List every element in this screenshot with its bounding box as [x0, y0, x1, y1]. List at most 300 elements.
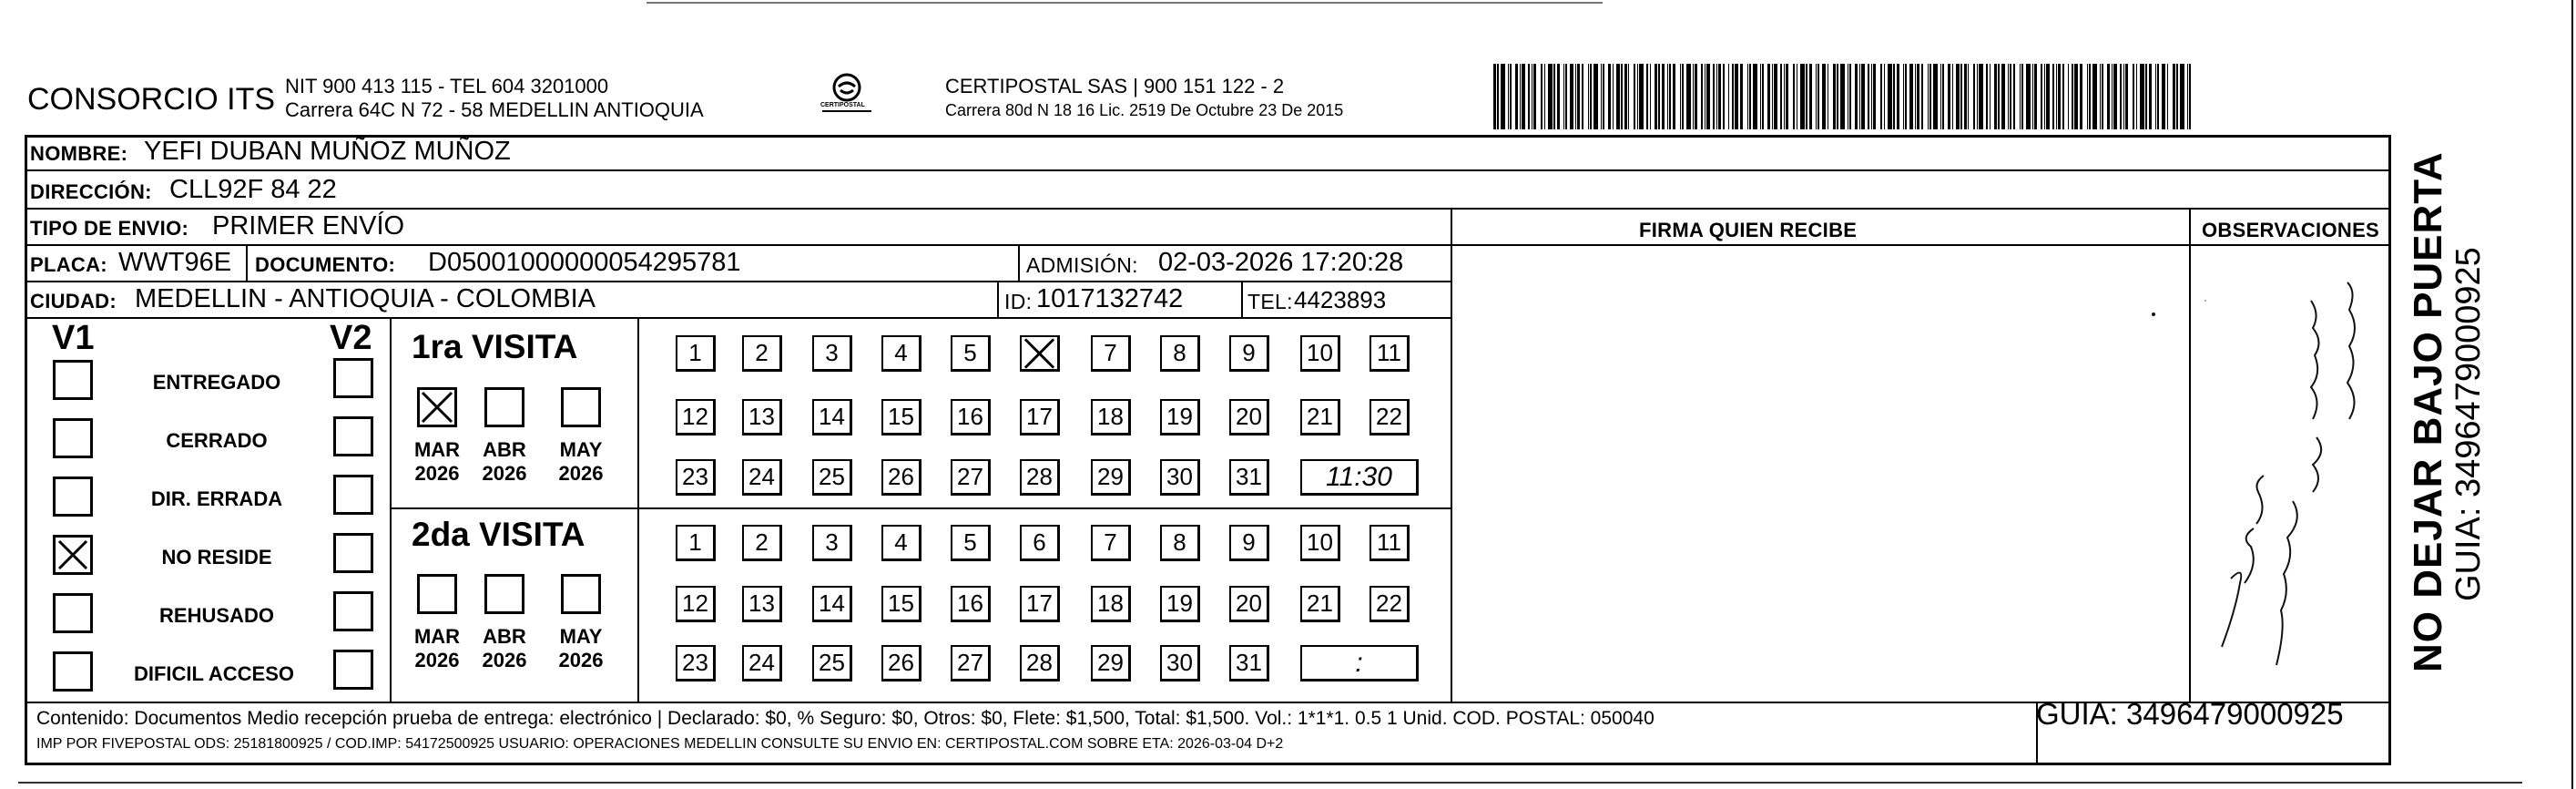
guia-number: GUIA: 3496479000925 — [2036, 697, 2344, 731]
check-x-icon — [420, 390, 454, 425]
day-checkbox[interactable]: 13 — [742, 586, 782, 622]
month-name: MAR — [413, 625, 461, 648]
day-checkbox[interactable]: 30 — [1160, 459, 1200, 496]
barcode-bar — [1753, 64, 1757, 129]
barcode-bar — [2001, 64, 2005, 129]
second-visit-title: 2da VISITA — [412, 516, 585, 553]
barcode-bar — [1541, 64, 1543, 129]
status-label: REHUSADO — [159, 604, 274, 627]
ciudad-label: CIUDAD: — [30, 290, 117, 313]
barcode-bar — [2102, 64, 2103, 129]
day-checkbox[interactable]: 17 — [1020, 399, 1060, 435]
day-checkbox[interactable]: 17 — [1020, 586, 1060, 622]
admision-label: ADMISIÓN: — [1026, 253, 1138, 277]
day-checkbox[interactable]: 29 — [1091, 645, 1131, 681]
month-label — [410, 438, 464, 486]
barcode-bar — [1501, 64, 1505, 129]
barcode-bar — [1728, 64, 1729, 129]
certipostal-address: Carrera 80d N 18 16 Lic. 2519 De Octubre 23 De 2015 — [945, 101, 1344, 119]
contents-line: Contenido: Documentos Medio recepción prueba de entrega: electrónico | Declarado: $0, % Seguro: $0, Otros: $0, Flete: $1,500, Total: $1,500. Vol.: 1*1*1. 0.5 1 Unid. COD. POSTAL: 050040 — [36, 708, 1655, 729]
first-visit-title: 1ra VISITA — [412, 328, 578, 365]
month-year: 2026 — [482, 649, 527, 671]
barcode-bar — [1888, 64, 1892, 129]
barcode-bar — [1588, 64, 1589, 129]
month-year: 2026 — [414, 462, 460, 485]
barcode-bar — [1793, 64, 1795, 129]
day-checkbox[interactable]: 29 — [1091, 459, 1131, 496]
placa-label: PLACA: — [30, 253, 107, 276]
month-name: MAY — [559, 625, 603, 648]
status-v2-checkbox[interactable] — [333, 358, 373, 398]
barcode-bar — [1624, 64, 1627, 129]
barcode-bar — [1577, 64, 1580, 129]
barcode-bar — [2087, 64, 2088, 129]
barcode-bar — [1940, 64, 1941, 129]
barcode-bar — [1786, 64, 1788, 129]
barcode-bar — [1628, 64, 1629, 129]
barcode-bar — [1548, 64, 1553, 129]
status-v2-checkbox[interactable] — [333, 416, 373, 456]
rule — [1450, 244, 2391, 246]
day-checkbox[interactable]: 3 — [812, 335, 852, 372]
barcode-bar — [1497, 64, 1499, 129]
day-checkbox[interactable]: 7 — [1091, 525, 1131, 561]
barcode-bar — [1662, 64, 1665, 129]
observations-handwriting — [2204, 264, 2386, 692]
day-checkbox[interactable]: 20 — [1229, 586, 1269, 622]
barcode-bar — [1563, 64, 1564, 129]
barcode-bar — [1956, 64, 1960, 129]
barcode-bar — [1861, 64, 1865, 129]
barcode-bar — [1557, 64, 1560, 129]
rule — [1241, 281, 1243, 317]
month-name: MAY — [559, 438, 603, 461]
barcode-bar — [2058, 64, 2061, 129]
id-value: 1017132742 — [1036, 284, 1184, 313]
barcode-bar — [1723, 64, 1725, 129]
barcode-bar — [1533, 64, 1536, 129]
barcode-bar — [1933, 64, 1938, 129]
barcode-bar — [1740, 64, 1743, 129]
status-label: DIR. ERRADA — [150, 487, 283, 510]
barcode-bar — [2125, 64, 2128, 129]
barcode-bar — [1747, 64, 1748, 129]
barcode-bar — [1840, 64, 1845, 129]
barcode-bar — [2180, 64, 2184, 129]
month-label — [477, 438, 532, 486]
barcode-bar — [1909, 64, 1913, 129]
day-checkbox[interactable]: 14 — [812, 586, 852, 622]
certipostal-nit: CERTIPOSTAL SAS | 900 151 122 - 2 — [945, 75, 1285, 97]
day-checkbox[interactable]: 12 — [676, 399, 716, 435]
barcode-bar — [1929, 64, 1931, 129]
status-label: NO RESIDE — [161, 546, 272, 569]
day-checkbox[interactable]: 14 — [812, 399, 852, 435]
day-checkbox[interactable]: 1 — [676, 525, 716, 561]
rule — [25, 317, 1452, 319]
day-checkbox[interactable]: 25 — [812, 459, 852, 496]
id-label: ID: — [1004, 290, 1033, 313]
day-checkbox[interactable]: 18 — [1091, 586, 1131, 622]
day-checkbox[interactable]: 16 — [951, 586, 991, 622]
status-v1-checkbox[interactable] — [53, 360, 93, 400]
day-checkbox[interactable]: 13 — [742, 399, 782, 435]
barcode-bar — [1520, 64, 1521, 129]
barcode-bar — [1575, 64, 1576, 129]
barcode-bar — [1667, 64, 1668, 129]
day-checkbox[interactable]: 10 — [1300, 525, 1340, 561]
day-checkbox[interactable]: 1 — [676, 335, 716, 372]
barcode-bar — [2107, 64, 2110, 129]
status-v1-checkbox[interactable] — [53, 593, 93, 633]
observations-dot — [2144, 305, 2163, 323]
day-checkbox[interactable]: 4 — [881, 525, 921, 561]
barcode-bar — [1784, 64, 1785, 129]
status-v2-checkbox[interactable] — [333, 591, 373, 631]
month-year: 2026 — [482, 462, 527, 485]
barcode-bar — [1493, 64, 1496, 129]
rule — [2189, 208, 2191, 703]
barcode-bar — [1601, 64, 1602, 129]
day-checkbox[interactable]: 3 — [812, 525, 852, 561]
barcode-bar — [1952, 64, 1953, 129]
day-checkbox[interactable]: 5 — [951, 525, 991, 561]
rule — [390, 507, 1452, 509]
rule — [246, 244, 248, 281]
day-checkbox[interactable]: 30 — [1160, 645, 1200, 681]
barcode-bar — [2162, 64, 2165, 129]
day-checkbox[interactable]: 21 — [1300, 399, 1340, 435]
observaciones-label: OBSERVACIONES — [2202, 219, 2380, 241]
company-address: Carrera 64C N 72 - 58 MEDELLIN ANTIOQUIA — [285, 98, 704, 121]
certipostal-logo — [815, 71, 879, 118]
barcode-bar — [1960, 64, 1962, 129]
visit-time-field[interactable]: 11:30 — [1300, 459, 1419, 496]
barcode-bar — [1650, 64, 1651, 129]
barcode-bar — [2145, 64, 2147, 129]
barcode-bar — [1772, 64, 1773, 129]
barcode-bar — [2068, 64, 2069, 129]
barcode-bar — [1809, 64, 1812, 129]
status-v2-checkbox[interactable] — [333, 650, 373, 690]
barcode-bar — [2021, 64, 2023, 129]
month-checkbox[interactable] — [484, 387, 524, 427]
barcode-bar — [2080, 64, 2082, 129]
barcode-bar — [1515, 64, 1518, 129]
certipostal-info — [945, 75, 1343, 122]
check-x-icon — [56, 538, 90, 572]
barcode-bar — [1994, 64, 1997, 129]
status-v1-checkbox[interactable] — [53, 651, 93, 692]
admision-value: 02-03-2026 17:20:28 — [1158, 248, 1404, 277]
barcode-bar — [1998, 64, 2000, 129]
day-checkbox[interactable]: 18 — [1091, 399, 1131, 435]
day-checkbox[interactable]: 26 — [881, 459, 921, 496]
day-checkbox[interactable]: 2 — [742, 525, 782, 561]
company-contact — [285, 75, 704, 122]
barcode-bar — [1695, 64, 1697, 129]
barcode-bar — [2089, 64, 2091, 129]
day-checkbox[interactable]: 11 — [1369, 525, 1410, 561]
barcode-bar — [2167, 64, 2168, 129]
barcode-bar — [1760, 64, 1761, 129]
company-name: CONSORCIO ITS — [27, 82, 276, 117]
day-checkbox[interactable]: 9 — [1229, 525, 1269, 561]
barcode-bar — [2092, 64, 2097, 129]
barcode-bar — [1893, 64, 1895, 129]
barcode-bar — [1616, 64, 1620, 129]
direccion-value: CLL92F 84 22 — [169, 175, 337, 204]
barcode-bar — [2149, 64, 2152, 129]
barcode-bar — [1603, 64, 1604, 129]
barcode-bar — [1658, 64, 1660, 129]
day-checkbox[interactable]: 31 — [1229, 459, 1269, 496]
barcode-bar — [1979, 64, 1983, 129]
certipostal-logo-text: CERTIPOSTAL — [820, 102, 865, 108]
month-year: 2026 — [558, 462, 604, 485]
status-label: DIFICIL ACCESO — [133, 662, 294, 685]
barcode-bar — [1817, 64, 1819, 129]
barcode-bar — [1800, 64, 1805, 129]
day-checkbox[interactable]: 16 — [951, 399, 991, 435]
day-checkbox[interactable]: 22 — [1369, 586, 1410, 622]
month-checkbox[interactable] — [561, 574, 601, 614]
month-label — [554, 625, 608, 672]
barcode-bar — [2187, 64, 2188, 129]
right-edge-line — [2571, 0, 2573, 789]
rule — [25, 208, 2391, 210]
barcode-bar — [1868, 64, 1869, 129]
day-checkbox[interactable]: 19 — [1160, 399, 1200, 435]
barcode-bar — [1639, 64, 1644, 129]
tel-label: TEL: — [1247, 290, 1293, 313]
bottom-edge-line — [18, 782, 2522, 784]
barcode-bar — [1942, 64, 1944, 129]
nombre-value: YEFI DUBAN MUÑOZ MUÑOZ — [144, 137, 511, 166]
month-label — [410, 625, 464, 672]
barcode-bar — [2155, 64, 2156, 129]
barcode-bar — [1977, 64, 1978, 129]
print-info-line: IMP POR FIVEPOSTAL ODS: 25181800925 / COD.IMP: 54172500925 USUARIO: OPERACIONES MEDELLIN CONSULTE SU ENVIO EN: CERTIPOSTAL.COM SOBRE ETA: 2026-03-04 D+2 — [36, 736, 1284, 752]
day-checkbox[interactable]: 26 — [881, 645, 921, 681]
documento-label: DOCUMENTO: — [255, 253, 396, 276]
day-checkbox[interactable]: 11 — [1369, 335, 1410, 372]
barcode-bar — [1716, 64, 1717, 129]
rule — [390, 317, 392, 703]
barcode-bar — [2034, 64, 2037, 129]
status-label: ENTREGADO — [152, 371, 281, 394]
barcode-bar — [2133, 64, 2134, 129]
status-v1-checkbox[interactable] — [53, 535, 93, 575]
barcode-bar — [2056, 64, 2057, 129]
barcode-bar — [2120, 64, 2122, 129]
barcode-bar — [1637, 64, 1638, 129]
nombre-label: NOMBRE: — [30, 142, 128, 165]
barcode-bar — [1871, 64, 1872, 129]
direccion-label: DIRECCIÓN: — [30, 180, 152, 203]
barcode-bar — [1613, 64, 1614, 129]
barcode-bar — [2046, 64, 2050, 129]
tipo-envio-value: PRIMER ENVÍO — [212, 211, 405, 241]
day-checkbox[interactable]: 27 — [951, 645, 991, 681]
barcode-bar — [1884, 64, 1885, 129]
barcode-bar — [1849, 64, 1851, 129]
day-checkbox[interactable]: 20 — [1229, 399, 1269, 435]
rule — [1018, 244, 1020, 281]
barcode-bar — [2044, 64, 2045, 129]
barcode-bar — [2173, 64, 2175, 129]
barcode-bar — [1590, 64, 1592, 129]
barcode-bar — [2157, 64, 2159, 129]
day-checkbox[interactable]: 8 — [1160, 525, 1200, 561]
day-checkbox[interactable]: 24 — [742, 459, 782, 496]
barcode-bar — [1621, 64, 1623, 129]
barcode-bar — [2123, 64, 2124, 129]
barcode-bar — [2020, 64, 2021, 129]
day-checkbox[interactable]: 2 — [742, 335, 782, 372]
day-checkbox[interactable]: 25 — [812, 645, 852, 681]
barcode-bar — [1767, 64, 1770, 129]
barcode-bar — [1964, 64, 1967, 129]
v1-label: V1 — [52, 319, 95, 357]
barcode-bar — [2140, 64, 2144, 129]
barcode-bar — [1903, 64, 1904, 129]
day-checkbox[interactable]: 23 — [676, 645, 716, 681]
status-v1-checkbox[interactable] — [53, 418, 93, 458]
barcode-bar — [1706, 64, 1710, 129]
day-checkbox[interactable]: 31 — [1229, 645, 1269, 681]
barcode-bar — [1921, 64, 1923, 129]
barcode-bar — [1528, 64, 1530, 129]
placa-value: WWT96E — [118, 248, 232, 277]
ciudad-value: MEDELLIN - ANTIOQUIA - COLOMBIA — [135, 284, 596, 313]
barcode-bar — [1608, 64, 1611, 129]
day-checkbox[interactable]: 21 — [1300, 586, 1340, 622]
day-checkbox[interactable]: 27 — [951, 459, 991, 496]
barcode-bar — [2008, 64, 2009, 129]
barcode-bar — [1701, 64, 1703, 129]
month-label — [477, 625, 532, 672]
barcode-bar — [1973, 64, 1975, 129]
barcode-bar — [1634, 64, 1635, 129]
barcode-bar — [1859, 64, 1860, 129]
day-checkbox[interactable]: 6 — [1020, 525, 1060, 561]
day-checkbox[interactable]: 24 — [742, 645, 782, 681]
barcode-bar — [1669, 64, 1671, 129]
side-guia-number: GUIA: 3496479000925 — [2449, 247, 2488, 601]
barcode-bar — [1655, 64, 1657, 129]
barcode-bar — [1686, 64, 1691, 129]
barcode-bar — [1553, 64, 1555, 129]
check-x-icon — [1022, 337, 1057, 370]
barcode-bar — [1833, 64, 1836, 129]
month-label — [554, 438, 608, 486]
day-checkbox[interactable]: 23 — [676, 459, 716, 496]
rule — [25, 169, 2391, 171]
day-checkbox[interactable]: 15 — [881, 399, 921, 435]
day-checkbox[interactable]: 8 — [1160, 335, 1200, 372]
documento-value: D05001000000054295781 — [428, 248, 741, 277]
barcode-bar — [1928, 64, 1929, 129]
barcode-bar — [1718, 64, 1721, 129]
barcode-bar — [2013, 64, 2016, 129]
barcode-bar — [1780, 64, 1782, 129]
barcode-bar — [1905, 64, 1907, 129]
barcode-bar — [1762, 64, 1764, 129]
v2-label: V2 — [330, 319, 372, 357]
day-checkbox[interactable]: 19 — [1160, 586, 1200, 622]
month-year: 2026 — [558, 649, 604, 671]
barcode-bar — [1673, 64, 1675, 129]
barcode — [1493, 64, 2194, 129]
barcode-bar — [1774, 64, 1777, 129]
day-checkbox[interactable]: 12 — [676, 586, 716, 622]
barcode-bar — [2010, 64, 2011, 129]
barcode-bar — [2062, 64, 2064, 129]
barcode-bar — [2074, 64, 2078, 129]
barcode-bar — [1693, 64, 1694, 129]
barcode-bar — [2032, 64, 2033, 129]
barcode-bar — [1522, 64, 1525, 129]
barcode-bar — [1508, 64, 1509, 129]
barcode-bar — [1855, 64, 1858, 129]
firma-label: FIRMA QUIEN RECIBE — [1639, 219, 1858, 241]
barcode-bar — [2189, 64, 2191, 129]
barcode-bar — [1735, 64, 1738, 129]
day-checkbox[interactable]: 9 — [1229, 335, 1269, 372]
barcode-bar — [2136, 64, 2137, 129]
day-checkbox[interactable] — [1020, 335, 1060, 372]
status-v2-checkbox[interactable] — [333, 475, 373, 515]
barcode-bar — [1990, 64, 1991, 129]
barcode-bar — [1897, 64, 1899, 129]
barcode-bar — [2100, 64, 2101, 129]
barcode-bar — [1646, 64, 1648, 129]
barcode-bar — [1682, 64, 1684, 129]
month-year: 2026 — [414, 649, 460, 671]
day-checkbox[interactable]: 28 — [1020, 459, 1060, 496]
barcode-bar — [1570, 64, 1573, 129]
barcode-bar — [1593, 64, 1598, 129]
month-name: ABR — [483, 625, 526, 648]
visit-time-field[interactable]: : — [1300, 645, 1419, 681]
day-checkbox[interactable]: 28 — [1020, 645, 1060, 681]
barcode-bar — [2052, 64, 2054, 129]
day-checkbox[interactable]: 10 — [1300, 335, 1340, 372]
day-checkbox[interactable]: 7 — [1091, 335, 1131, 372]
barcode-bar — [1749, 64, 1751, 129]
day-checkbox[interactable]: 4 — [881, 335, 921, 372]
day-checkbox[interactable]: 5 — [951, 335, 991, 372]
barcode-bar — [1968, 64, 1969, 129]
status-v1-checkbox[interactable] — [53, 476, 93, 517]
day-checkbox[interactable]: 22 — [1369, 399, 1410, 435]
month-checkbox[interactable] — [484, 574, 524, 614]
month-checkbox[interactable] — [417, 574, 457, 614]
month-checkbox[interactable] — [561, 387, 601, 427]
barcode-bar — [1806, 64, 1807, 129]
day-checkbox[interactable]: 15 — [881, 586, 921, 622]
barcode-bar — [1510, 64, 1512, 129]
month-name: MAR — [413, 438, 461, 461]
status-label: CERRADO — [166, 429, 268, 452]
barcode-bar — [1816, 64, 1817, 129]
barcode-bar — [1680, 64, 1681, 129]
status-v2-checkbox[interactable] — [333, 533, 373, 573]
barcode-bar — [1582, 64, 1583, 129]
month-checkbox[interactable] — [417, 387, 457, 427]
barcode-bar — [2112, 64, 2113, 129]
